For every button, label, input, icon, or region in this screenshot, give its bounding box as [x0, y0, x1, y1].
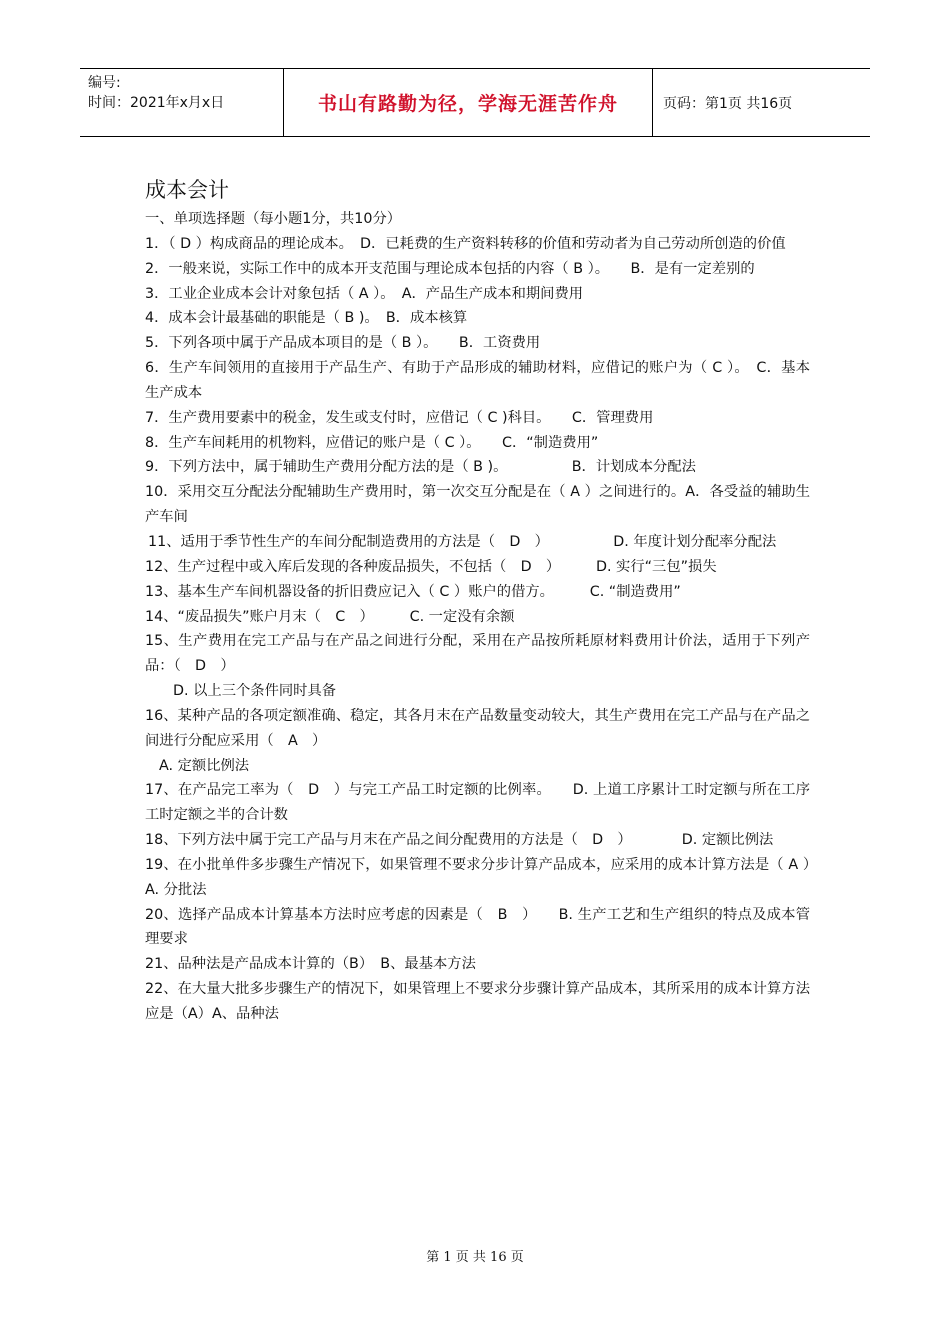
question-5: 5．下列各项中属于产品成本项目的是（ B ）。 B．工资费用 [145, 335, 541, 352]
time-label: 时间：2021年x月x日 [88, 95, 225, 111]
header-motto: 书山有路勤为径，学海无涯苦作舟 [283, 69, 653, 136]
header-left [80, 69, 283, 136]
document-title: 成本会计 [145, 178, 229, 202]
question-22: 22、在大量大批多步骤生产的情况下，如果管理上不要求分步骤计算产品成本，其所采用的成本计算方法应是（A）A、品种法 [145, 981, 810, 1022]
answer-16: A. 定额比例法 [159, 757, 250, 774]
question-7: 7．生产费用要素中的税金，发生或支付时，应借记（ C )科目。 C．管理费用 [145, 409, 654, 426]
question-9: 9．下列方法中，属于辅助生产费用分配方法的是（ B )。 B．计划成本分配法 [145, 459, 696, 476]
question-11: 11、适用于季节性生产的车间分配制造费用的方法是（ D ） D. 年度计划分配率分配法 [148, 533, 777, 550]
question-3: 3．工业企业成本会计对象包括（ A ）。 A．产品生产成本和期间费用 [145, 285, 584, 302]
question-2: 2．一般来说，实际工作中的成本开支范围与理论成本包括的内容（ B ）。 B．是有一定差别的 [145, 260, 755, 277]
question-list [145, 207, 839, 1027]
question-19: 19、在小批单件多步骤生产情况下，如果管理不要求分步计算产品成本，应采用的成本计算方法是（ A ） A. 分批法 [145, 856, 839, 898]
question-14: 14、“废品损失”账户月末（ C ） C. 一定没有余额 [145, 608, 515, 625]
question-12: 12、生产过程中或入库后发现的各种废品损失，不包括（ D ） D. 实行“三包”损失 [145, 558, 717, 575]
code-label: 编号: [88, 75, 121, 91]
answer-15: D. 以上三个条件同时具备 [173, 683, 337, 700]
question-4: 4．成本会计最基础的职能是（ B )。 B．成本核算 [145, 310, 468, 327]
question-15: 15、生产费用在完工产品与在产品之间进行分配，采用在产品按所耗原材料费用计价法，适用于下列产品：（ D ） [145, 633, 810, 675]
section-heading: 一、单项选择题（每小题1分，共10分） [145, 211, 402, 227]
question-6: 6．生产车间领用的直接用于产品生产、有助于产品形成的辅助材料，应借记的账户为（ C ）。 C．基本生产成本 [145, 360, 810, 401]
question-16: 16、某种产品的各项定额准确、稳定，其各月末在产品数量变动较大，其生产费用在完工产品与在产品之间进行分配应采用（ A ） [145, 707, 810, 749]
question-10: 10．采用交互分配法分配辅助生产费用时，第一次交互分配是在（ A ）之间进行的。A．各受益的辅助生产车间 [145, 484, 810, 526]
header-page-info: 页码：第1页 共16页 [663, 95, 793, 112]
question-13: 13、基本生产车间机器设备的折旧费应记入（ C ）账户的借方。 C. “制造费用” [145, 583, 681, 600]
question-21: 21、品种法是产品成本计算的（B） B、最基本方法 [145, 956, 476, 973]
question-17: 17、在产品完工率为（ D ）与完工产品工时定额的比例率。 D. 上道工序累计工时定额与所在工序工时定额之半的合计数 [145, 782, 810, 824]
page-footer: 第 1 页 共 16 页 [426, 1250, 524, 1265]
question-8: 8．生产车间耗用的机物料，应借记的账户是（ C ）。 C．“制造费用” [145, 434, 599, 451]
page-header [80, 68, 870, 137]
question-20: 20、选择产品成本计算基本方法时应考虑的因素是（ B ） B. 生产工艺和生产组织的特点及成本管理要求 [145, 906, 810, 948]
question-1: 1．（ D ）构成商品的理论成本。 D．已耗费的生产资料转移的价值和劳动者为自己劳动所创造的价值 [145, 235, 786, 252]
question-18: 18、下列方法中属于完工产品与月末在产品之间分配费用的方法是（ D ） D. 定额比例法 [145, 832, 774, 849]
